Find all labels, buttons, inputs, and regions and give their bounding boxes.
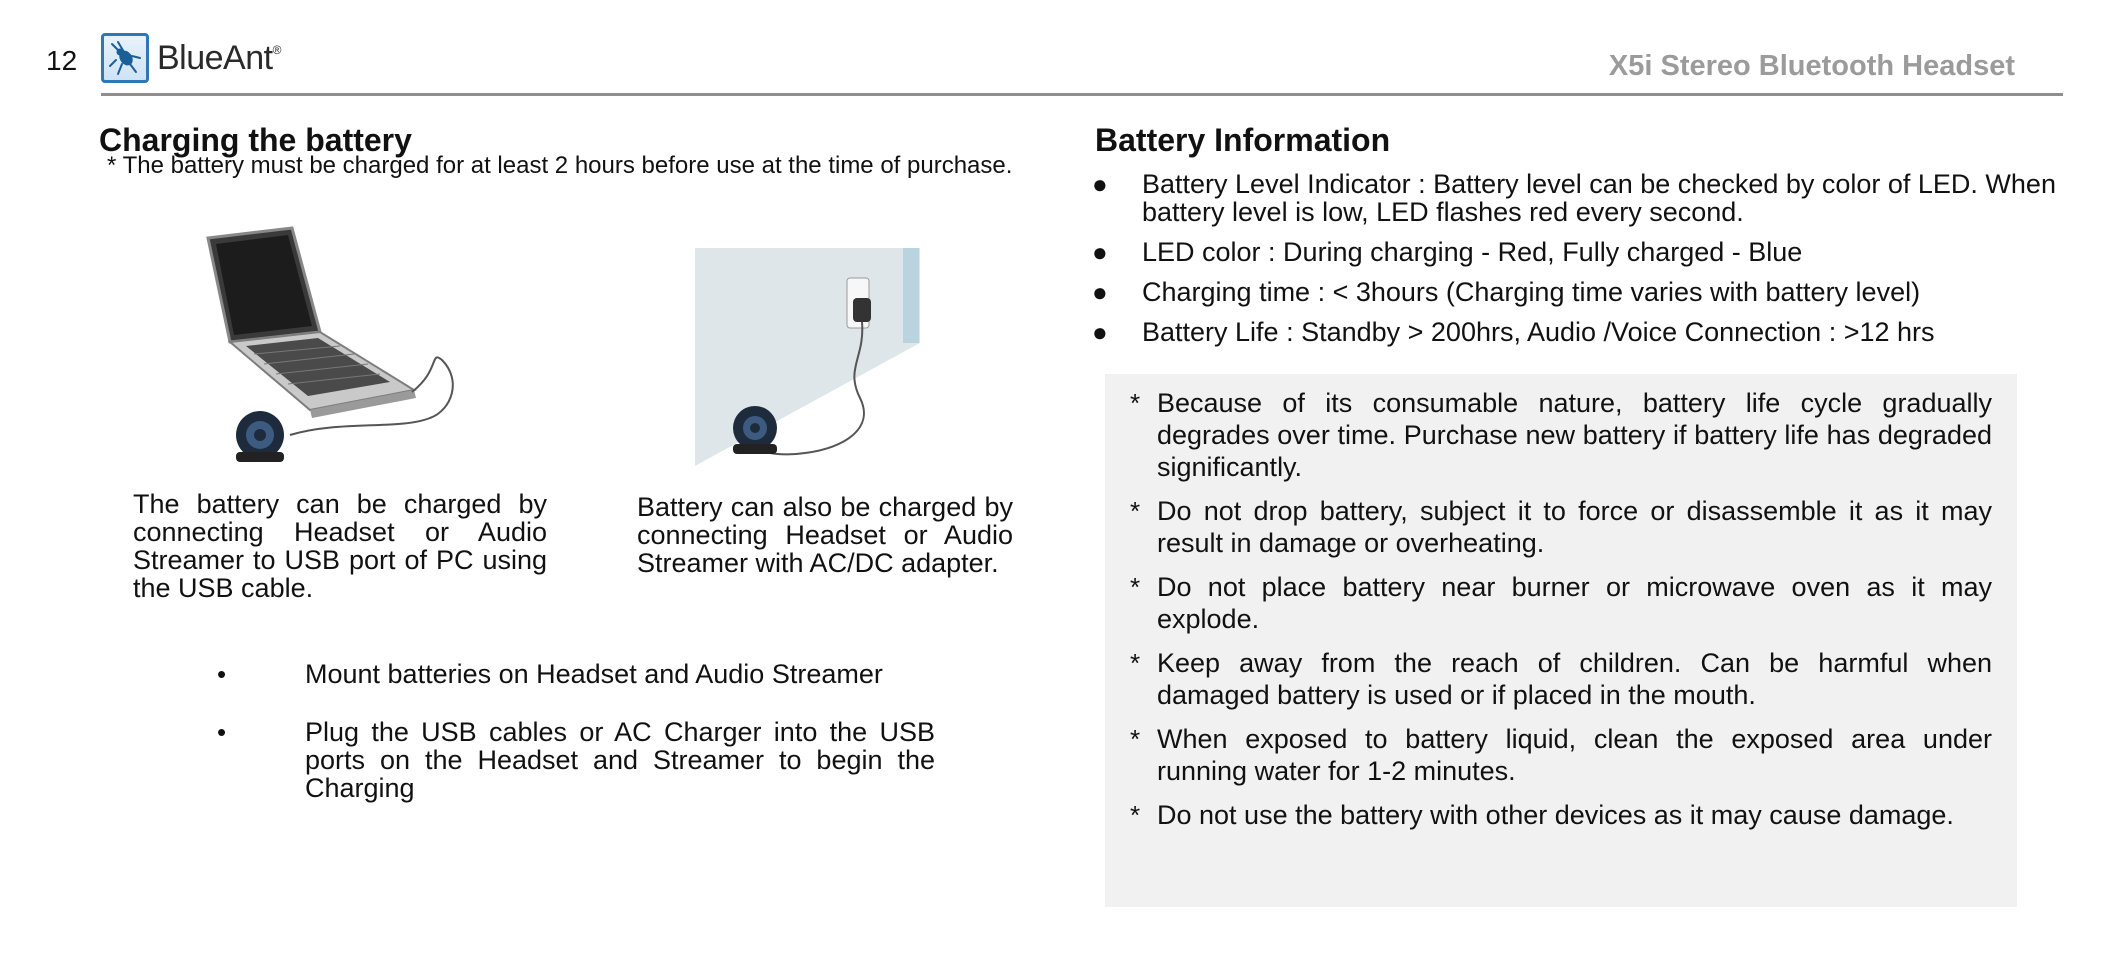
page-number: 12 bbox=[46, 45, 78, 76]
list-item-text: Battery Life : Standby > 200hrs, Audio /Voice Connection : >12 hrs bbox=[1142, 317, 1935, 347]
asterisk-icon: * bbox=[1130, 724, 1141, 754]
list-item bbox=[1092, 170, 2062, 226]
caution-text: Because of its consumable nature, battery life cycle gradually degrades over time. Purchase new battery if battery life has degraded significantly. bbox=[1157, 388, 1992, 482]
charging-steps-list bbox=[205, 660, 935, 832]
caution-item bbox=[1130, 647, 1992, 711]
caution-item bbox=[1130, 723, 1992, 787]
caution-item bbox=[1130, 387, 1992, 483]
list-item-text: Charging time : < 3hours (Charging time varies with battery level) bbox=[1142, 277, 1921, 307]
asterisk-icon: * bbox=[1130, 388, 1141, 418]
caution-text: When exposed to battery liquid, clean the exposed area under running water for 1-2 minutes. bbox=[1157, 724, 1992, 786]
laptop-charging-illustration bbox=[190, 220, 470, 470]
list-item bbox=[205, 718, 935, 802]
list-item bbox=[1092, 238, 2062, 266]
list-item-text: Battery Level Indicator : Battery level can be checked by color of LED. When battery level is low, LED flashes red every second. bbox=[1142, 169, 2056, 227]
bullet-icon: ● bbox=[1092, 317, 1108, 347]
caution-text: Keep away from the reach of children. Can be harmful when damaged battery is used or if placed in the mouth. bbox=[1157, 648, 1992, 710]
caution-item bbox=[1130, 799, 1992, 831]
list-item bbox=[1092, 318, 2062, 346]
caption-usb-charging: The battery can be charged by connecting Headset or Audio Streamer to USB port of PC using the USB cable. bbox=[133, 489, 547, 603]
list-item-text: LED color : During charging - Red, Fully charged - Blue bbox=[1142, 237, 1803, 267]
bullet-icon: ● bbox=[1092, 277, 1108, 307]
caution-item bbox=[1130, 495, 1992, 559]
list-item bbox=[205, 660, 935, 688]
brand-logo bbox=[101, 30, 281, 86]
battery-info-list bbox=[1092, 170, 2062, 358]
bullet-icon: ● bbox=[1092, 169, 1108, 199]
brand-name: BlueAnt® bbox=[157, 38, 281, 77]
section-heading-charging: Charging the battery bbox=[99, 122, 412, 158]
header-divider bbox=[101, 93, 2063, 96]
caution-text: Do not use the battery with other devices as it may cause damage. bbox=[1157, 800, 1954, 830]
wall-charger-illustration bbox=[695, 248, 925, 466]
bullet-icon: • bbox=[217, 659, 227, 689]
list-item-text: Plug the USB cables or AC Charger into the USB ports on the Headset and Streamer to begin the Charging bbox=[305, 717, 935, 803]
caution-text: Do not drop battery, subject it to force or disassemble it as it may result in damage or overheating. bbox=[1157, 496, 1992, 558]
charging-note: * The battery must be charged for at least 2 hours before use at the time of purchase. bbox=[107, 152, 1013, 179]
bullet-icon: • bbox=[217, 717, 227, 747]
asterisk-icon: * bbox=[1130, 496, 1141, 526]
caution-text: Do not place battery near burner or microwave oven as it may explode. bbox=[1157, 572, 1992, 634]
caution-list bbox=[1130, 387, 1992, 843]
caution-item bbox=[1130, 571, 1992, 635]
bullet-icon: ● bbox=[1092, 237, 1108, 267]
caption-adapter-charging: Battery can also be charged by connecting Headset or Audio Streamer with AC/DC adapter. bbox=[637, 492, 1013, 578]
document-title: X5i Stereo Bluetooth Headset bbox=[1608, 50, 2015, 82]
list-item-text: Mount batteries on Headset and Audio Streamer bbox=[305, 659, 883, 689]
list-item bbox=[1092, 278, 2062, 306]
asterisk-icon: * bbox=[1130, 572, 1141, 602]
ant-logo-icon bbox=[101, 33, 149, 83]
asterisk-icon: * bbox=[1130, 648, 1141, 678]
section-heading-battery-info: Battery Information bbox=[1095, 122, 1391, 158]
asterisk-icon: * bbox=[1130, 800, 1141, 830]
